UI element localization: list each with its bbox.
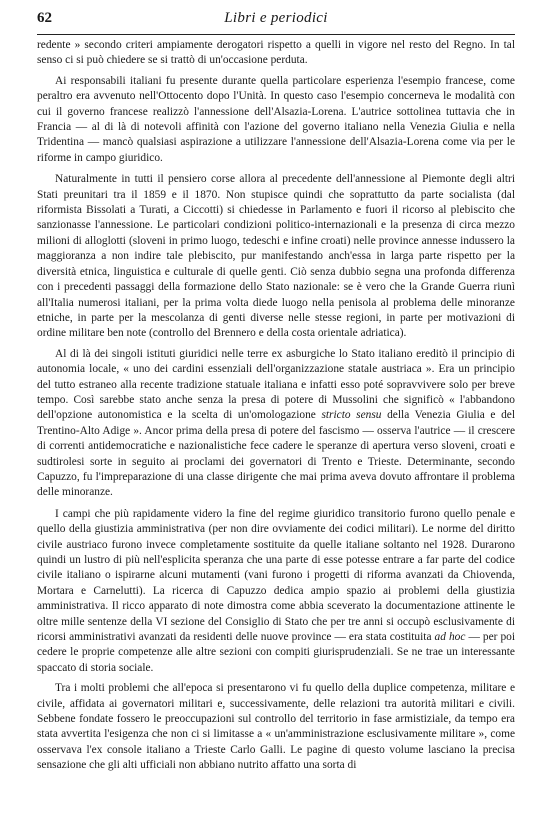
paragraph-4-italic: stricto sensu [321,409,382,422]
paragraph-5-part-a: I campi che più rapidamente videro la fine del regime giuridico transitorio furono quello penale e quello della giustizia amministrativa (per non dire ovviamente dei codici militari). Le norme del diritto civile austriaco furono invece completamente sostituite da quelle italiane soltanto nel 1928. Durarono quindi un lustro di più nell'esplicita speranza che una parte di esse potesse entrare a far parte del codice civile italiano o ispirarne alcuni mutamenti (vani furono i progetti di riforma avanzati da Chiovenda, Mortara e Carnelutti). La ricerca di Capuzzo dedica ampio spazio ai problemi della giustizia amministrativa. Il ricco apparato di note dimostra come abbia sceverato la documentazione attinente le oltre mille sentenze della VI sezione del Consiglio di Stato che per tre anni si occupò esclusivamente di ricorsi amministrativi avanzati da residenti delle nuove province — era stata costituita [37,507,515,644]
paragraph-3: Naturalmente in tutti il pensiero corse allora al precedente dell'annessione al Piemonte degli altri Stati preunitari tra il 1859 e il 1870. Non stupisce quindi che soprattutto da parte socialista (dal riformista Bissolati a Turati, a Ciccotti) si chiedesse in Parlamento e fuori il ricorso al plebiscito che sanzionasse l'annessione. Le particolari condizioni politico-internazionali e la presenza di circa mezzo milioni di alloglotti (sloveni in primo luogo, tedeschi e infine croati) nelle province annesse indussero la maggioranza a non indire tale plebiscito, pur manifestando anch'essa in larga parte rispetto per la diversità etnica, linguistica e culturale di quelle genti. Ciò senza dubbio segna una profonda differenza con i precedenti passaggi della formazione dello Stato nazionale: se è vero che la Grande Guerra riunì all'Italia numerosi italiani, per la prima volta diede luogo nella penisola al problema delle minoranze etniche, in parte per la mescolanza di genti diverse nelle stesse regioni, in parte per motivazioni di ordine militare ben note (controllo del Brennero e della costa orientale adriatica). [37,173,515,340]
page-number: 62 [37,10,52,26]
paragraph-5-italic: ad hoc [434,631,466,644]
paragraph-2: Ai responsabili italiani fu presente durante quella particolare esperienza l'esempio francese, come peraltro era avvenuto nell'Ottocento dopo l'Unità. In questo caso l'esempio concerneva le modalità con cui il governo francese realizzò l'annessione dell'Alsazia-Lorena. L'autrice sottolinea tuttavia che in Francia — al di là di notevoli affinità con l'azione del governo italiano nella Venezia Giulia e nella Tridentina — mancò qualsiasi aspirazione a utilizzare l'annessione dell'Alsazia-Lorena come via per le riforme in campo giuridico. [37,74,515,164]
paragraph-4-part-b: della Venezia Giulia e del Trentino-Alto Adige ». Ancor prima della presa di potere del fascismo — osserva l'autrice — il crescere di correnti antidemocratiche e nazionalistiche fece cadere le speranze di apertura verso sloveni, croati e sudtirolesi sorte in seguito ai proclami dei governatori di Trento e Trieste. Determinante, secondo Capuzzo, fu l'impreparazione di una classe dirigente che mai prima aveva dovuto affrontare il problema delle minoranze. [37,409,516,499]
header-rule [37,34,515,35]
paragraph-6: Tra i molti problemi che all'epoca si presentarono vi fu quello della duplice competenza, militare e civile, affidata ai governatori militari e, successivamente, delle relazioni tra autorità militari e civili. Sebbene fondate fossero le preoccupazioni sul controllo del territorio in fase armistiziale, da tempo era stata avvertita l'esigenza che non ci si limitasse a « un'amministrazione esclusivamente militare », come osservava l'ex console italiano a Trieste Carlo Galli. Le pagine di questo volume lasciano la precisa sensazione che gli alti ufficiali non abbiano nutrito affatto una sorta di [37,682,515,772]
body-text [37,38,515,774]
paragraph-5 [37,507,515,676]
paragraph-1: redente » secondo criteri ampiamente derogatori rispetto a quelli in vigore nel resto del Regno. In tal senso ci si può chiedere se si trattò di un'occasione perduta. [37,39,515,67]
paragraph-4-part-a: Al di là dei singoli istituti giuridici nelle terre ex asburgiche lo Stato italiano ereditò il principio di autonomia locale, « uno dei cardini essenziali dell'organizzazione statale austriaca ». Era un principio del tutto estraneo alla recente tradizione statuale italiana e infatti esso poté sopravvivere solo per breve tempo. Così sarebbe stato anche senza la presa di potere di Mussolini che significò « l'abbandono dell'opzione autonomistica e la scelta di un'omologazione [37,347,515,422]
paragraph-5-part-b: — per poi cedere le proprie competenze alle altre sezioni con compiti giurisprudenziali. Se ne trae un interessante spaccato di storia sociale. [37,631,515,674]
running-title: Libri e periodici [224,10,328,26]
page-header [37,8,515,34]
paragraph-4 [37,347,515,501]
